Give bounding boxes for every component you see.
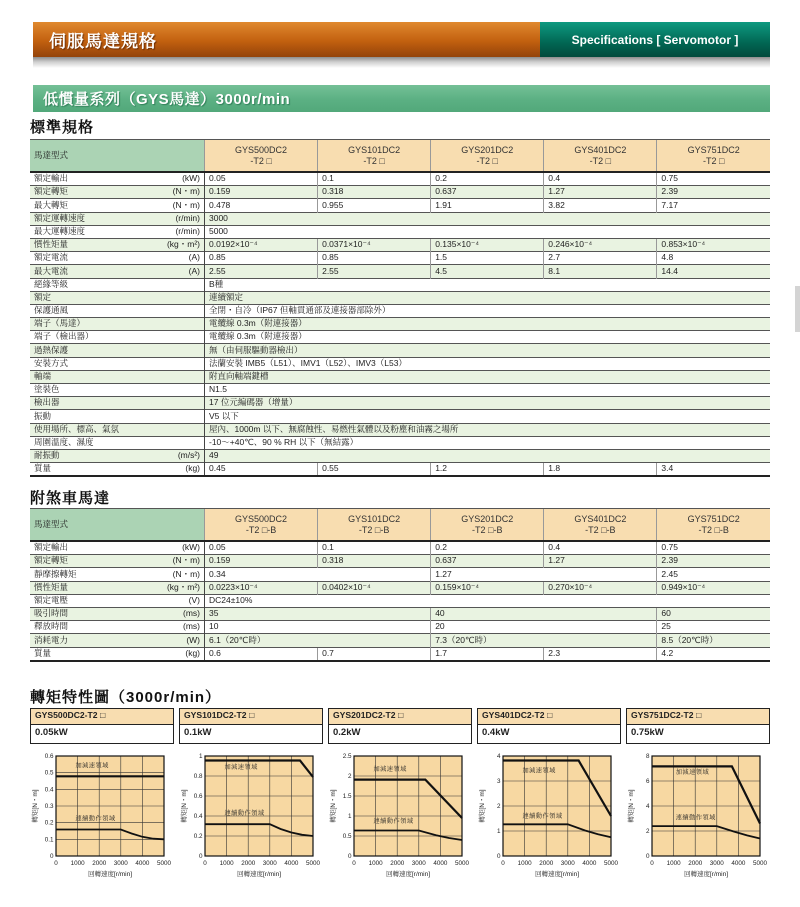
spec-cell: 附直向軸端鍵槽 xyxy=(205,370,771,383)
spec-row-label: 慣性矩量 (kg・m²) xyxy=(30,238,205,251)
spec-row-label: 額定轉矩 (N・m) xyxy=(30,555,205,568)
spec-row-label: 額定運轉速度 (r/min) xyxy=(30,212,205,225)
torque-chart-panel xyxy=(328,708,472,902)
spec-row-label: 額定 xyxy=(30,291,205,304)
spec-row-label: 最大運轉速度 (r/min) xyxy=(30,225,205,238)
spec-cell: 2.39 xyxy=(657,186,770,199)
spec-cell: 0.7 xyxy=(318,647,431,661)
spec-row-label: 慣性矩量 (kg・m²) xyxy=(30,581,205,594)
header-title-zh xyxy=(33,22,540,57)
spec-row xyxy=(30,238,770,251)
spec-cell: 屋內、1000m 以下、無腐蝕性、易燃性氣體以及粉塵和油霧之場所 xyxy=(205,423,771,436)
spec-row xyxy=(30,172,770,186)
torque-chart-row xyxy=(30,708,770,902)
spec-cell: 0.6 xyxy=(205,647,318,661)
x-axis-label: 回轉速度[r/min] xyxy=(236,871,282,878)
svg-text:4000: 4000 xyxy=(731,860,746,867)
svg-text:0: 0 xyxy=(347,853,352,860)
spec-row-label: 檢出器 xyxy=(30,397,205,410)
spec-cell: 0.1 xyxy=(318,541,431,555)
chart-power-label: 0.1kW xyxy=(179,725,323,744)
spec-cell: 0.955 xyxy=(318,199,431,212)
svg-text:0: 0 xyxy=(54,860,58,867)
spec-cell: 無（由伺服驅動器檢出） xyxy=(205,344,771,357)
spec-cell: -10～+40℃、90 % RH 以下（無結露） xyxy=(205,436,771,449)
spec-cell: 0.246×10⁻⁴ xyxy=(544,238,657,251)
series-banner xyxy=(33,85,770,112)
chart-model-header: GYS101DC2-T2 □ xyxy=(179,708,323,725)
spec-row xyxy=(30,199,770,212)
svg-text:0.4: 0.4 xyxy=(193,813,203,820)
spec-row xyxy=(30,541,770,555)
spec-cell: 14.4 xyxy=(657,265,770,278)
spec-cell: 2.3 xyxy=(544,647,657,661)
brake-spec-model-header: GYS101DC2 -T2 □-B xyxy=(318,509,431,542)
spec-cell: 0.159 xyxy=(205,555,318,568)
spec-row xyxy=(30,568,770,581)
spec-cell: 3.82 xyxy=(544,199,657,212)
spec-cell: 1.27 xyxy=(544,555,657,568)
header-title-en xyxy=(540,22,770,57)
svg-text:6: 6 xyxy=(645,778,650,785)
chart-region-label: 加減速領域 xyxy=(75,762,109,770)
spec-row-label: 額定輸出 (kW) xyxy=(30,172,205,186)
chart-power-label: 0.2kW xyxy=(328,725,472,744)
spec-cell: 0.2 xyxy=(431,541,544,555)
series-title: 低慣量系列（GYS馬達）3000r/min xyxy=(43,91,291,108)
spec-cell: 1.7 xyxy=(431,647,544,661)
svg-text:0: 0 xyxy=(49,853,54,860)
spec-row xyxy=(30,423,770,436)
svg-text:2000: 2000 xyxy=(241,860,256,867)
spec-cell: 0.0192×10⁻⁴ xyxy=(205,238,318,251)
spec-cell: 0.159 xyxy=(205,186,318,199)
spec-cell: 1.27 xyxy=(431,568,657,581)
torque-chart xyxy=(626,748,770,902)
svg-text:4000: 4000 xyxy=(284,860,299,867)
spec-cell: 連續額定 xyxy=(205,291,771,304)
spec-row-label: 額定電流 (A) xyxy=(30,252,205,265)
svg-text:5000: 5000 xyxy=(603,860,619,867)
svg-text:0.2: 0.2 xyxy=(44,819,54,827)
spec-row-label: 質量 (kg) xyxy=(30,647,205,661)
spec-row-label: 振動 xyxy=(30,410,205,423)
spec-cell: 0.637 xyxy=(431,186,544,199)
spec-cell: 8.1 xyxy=(544,265,657,278)
svg-text:0: 0 xyxy=(203,860,207,867)
torque-chart-panel xyxy=(30,708,174,902)
torque-chart xyxy=(30,748,174,902)
chart-model-header: GYS401DC2-T2 □ xyxy=(477,708,621,725)
svg-text:3000: 3000 xyxy=(709,860,724,867)
standard-spec-table xyxy=(30,139,770,477)
spec-row xyxy=(30,647,770,661)
chart-model-header: GYS500DC2-T2 □ xyxy=(30,708,174,725)
x-axis-label: 回轉速度[r/min] xyxy=(87,871,133,878)
svg-text:0.8: 0.8 xyxy=(193,773,203,780)
spec-row-label: 塗裝色 xyxy=(30,384,205,397)
spec-cell: 0.318 xyxy=(318,555,431,568)
brake-spec-model-header: GYS401DC2 -T2 □-B xyxy=(544,509,657,542)
svg-text:0: 0 xyxy=(645,853,650,860)
page-title: 伺服馬達規格 xyxy=(49,32,157,51)
spec-row xyxy=(30,357,770,370)
spec-cell: 1.8 xyxy=(544,463,657,477)
spec-cell: 2.7 xyxy=(544,252,657,265)
spec-row-label: 周圍溫度、濕度 xyxy=(30,436,205,449)
spec-cell: N1.5 xyxy=(205,384,771,397)
spec-row xyxy=(30,186,770,199)
svg-text:0: 0 xyxy=(501,860,505,867)
x-axis-label: 回轉速度[r/min] xyxy=(683,871,729,878)
spec-row xyxy=(30,607,770,620)
svg-text:2000: 2000 xyxy=(539,860,554,867)
spec-cell: 0.05 xyxy=(205,541,318,555)
svg-text:5000: 5000 xyxy=(156,860,172,867)
svg-text:1000: 1000 xyxy=(219,860,234,867)
svg-text:1: 1 xyxy=(198,753,203,760)
svg-text:1000: 1000 xyxy=(666,860,681,867)
spec-cell: 1.2 xyxy=(431,463,544,477)
spec-cell: 0.4 xyxy=(544,172,657,186)
spec-row-label: 最大電流 (A) xyxy=(30,265,205,278)
y-axis-label: 轉矩[N・m] xyxy=(32,789,39,823)
spec-cell: 0.85 xyxy=(205,252,318,265)
spec-cell: 0.45 xyxy=(205,463,318,477)
spec-cell: 電纜線 0.3m（附連接器） xyxy=(205,331,771,344)
spec-row xyxy=(30,331,770,344)
spec-row-label: 質量 (kg) xyxy=(30,463,205,477)
chart-region-label: 連續動作領域 xyxy=(522,813,563,820)
svg-text:0: 0 xyxy=(198,853,203,860)
spec-row-label: 端子（檢出器） xyxy=(30,331,205,344)
spec-row xyxy=(30,449,770,462)
torque-chart xyxy=(328,748,472,902)
spec-row-label: 消耗電力 (W) xyxy=(30,634,205,647)
banner-shadow-strip xyxy=(33,57,770,68)
spec-cell: 4.5 xyxy=(431,265,544,278)
spec-row xyxy=(30,555,770,568)
spec-cell: B種 xyxy=(205,278,771,291)
torque-chart-panel xyxy=(477,708,621,902)
spec-cell: 0.34 xyxy=(205,568,431,581)
page-title-english: Specifications [ Servomotor ] xyxy=(571,32,739,47)
standard-spec-heading: 標準規格 xyxy=(30,119,95,136)
spec-cell: 0.135×10⁻⁴ xyxy=(431,238,544,251)
torque-chart-panel xyxy=(179,708,323,902)
svg-text:0.6: 0.6 xyxy=(193,793,203,800)
svg-text:4000: 4000 xyxy=(433,860,448,867)
svg-text:2000: 2000 xyxy=(92,860,107,867)
standard-spec-corner-label: 馬達型式 xyxy=(30,140,205,173)
chart-region-label: 連續動作領域 xyxy=(224,810,265,817)
spec-row xyxy=(30,581,770,594)
spec-row xyxy=(30,463,770,477)
spec-row xyxy=(30,291,770,304)
spec-cell: 5000 xyxy=(205,225,771,238)
standard-spec-model-header: GYS751DC2 -T2 □ xyxy=(657,140,770,173)
spec-row-label: 端子（馬達） xyxy=(30,318,205,331)
y-axis-label: 轉矩[N・m] xyxy=(181,789,188,823)
spec-cell: V5 以下 xyxy=(205,410,771,423)
chart-model-header: GYS751DC2-T2 □ xyxy=(626,708,770,725)
svg-text:8: 8 xyxy=(645,753,650,760)
spec-cell: 0.949×10⁻⁴ xyxy=(657,581,770,594)
spec-row-label: 保護通風 xyxy=(30,304,205,317)
page-header-banner xyxy=(33,22,770,57)
svg-text:5000: 5000 xyxy=(752,860,768,867)
spec-cell: 8.5（20℃時） xyxy=(657,634,770,647)
spec-row-label: 耐振動 (m/s²) xyxy=(30,449,205,462)
spec-cell: 60 xyxy=(657,607,770,620)
spec-cell: 4.2 xyxy=(657,647,770,661)
svg-text:0.6: 0.6 xyxy=(44,753,54,760)
svg-text:1000: 1000 xyxy=(517,860,532,867)
brake-spec xyxy=(30,508,770,662)
brake-spec-corner-label: 馬達型式 xyxy=(30,509,205,542)
spec-row-label: 釋放時間 (ms) xyxy=(30,621,205,634)
svg-text:2: 2 xyxy=(645,828,650,835)
spec-row xyxy=(30,318,770,331)
spec-row-label: 吸引時間 (ms) xyxy=(30,607,205,620)
y-axis-label: 轉矩[N・m] xyxy=(330,789,337,823)
spec-cell: 0.637 xyxy=(431,555,544,568)
svg-text:0.2: 0.2 xyxy=(193,833,203,840)
brake-motor-heading: 附煞車馬達 xyxy=(30,490,111,507)
chart-region-label: 連續動作領域 xyxy=(75,815,116,823)
spec-cell: 0.478 xyxy=(205,199,318,212)
spec-cell: 3000 xyxy=(205,212,771,225)
spec-cell: 10 xyxy=(205,621,431,634)
spec-cell: 0.1 xyxy=(318,172,431,186)
chart-power-label: 0.05kW xyxy=(30,725,174,744)
chart-region-label: 連續動作領域 xyxy=(373,818,414,826)
svg-text:3: 3 xyxy=(496,778,501,785)
svg-text:1000: 1000 xyxy=(368,860,383,867)
spec-cell: 0.0402×10⁻⁴ xyxy=(318,581,431,594)
chart-model-header: GYS201DC2-T2 □ xyxy=(328,708,472,725)
spec-cell: 全閉・自冷（IP67 但軸貫通部及連接器部除外） xyxy=(205,304,771,317)
spec-cell: 40 xyxy=(431,607,657,620)
spec-cell: 0.4 xyxy=(544,541,657,555)
spec-cell: 2.45 xyxy=(657,568,770,581)
spec-row-label: 軸端 xyxy=(30,370,205,383)
svg-text:4: 4 xyxy=(645,803,650,810)
torque-chart xyxy=(477,748,621,902)
spec-row xyxy=(30,397,770,410)
spec-cell: 法蘭安裝 IMB5（L51）、IMV1（L52）、IMV3（L53） xyxy=(205,357,771,370)
spec-cell: 25 xyxy=(657,621,770,634)
standard-spec-model-header: GYS500DC2 -T2 □ xyxy=(205,140,318,173)
spec-row-label: 絕緣等級 xyxy=(30,278,205,291)
spec-cell: 35 xyxy=(205,607,431,620)
svg-text:5000: 5000 xyxy=(454,860,470,867)
spec-row xyxy=(30,212,770,225)
spec-row-label: 安裝方式 xyxy=(30,357,205,370)
spec-row-label: 額定電壓 (V) xyxy=(30,594,205,607)
spec-row xyxy=(30,304,770,317)
svg-text:3000: 3000 xyxy=(113,860,128,867)
spec-cell: 0.75 xyxy=(657,172,770,186)
spec-cell: 0.159×10⁻⁴ xyxy=(431,581,544,594)
spec-cell: 3.4 xyxy=(657,463,770,477)
svg-text:0: 0 xyxy=(650,860,654,867)
chart-region-label: 連續動作領域 xyxy=(675,814,716,822)
y-axis-label: 轉矩[N・m] xyxy=(628,789,635,823)
chart-region-label: 加減速領域 xyxy=(373,766,407,774)
spec-cell: 20 xyxy=(431,621,657,634)
spec-cell: 0.85 xyxy=(318,252,431,265)
spec-cell: 49 xyxy=(205,449,771,462)
page-edge-tab xyxy=(795,286,800,332)
brake-spec-model-header: GYS201DC2 -T2 □-B xyxy=(431,509,544,542)
svg-text:0.5: 0.5 xyxy=(342,833,352,840)
x-axis-label: 回轉速度[r/min] xyxy=(385,871,431,878)
chart-power-label: 0.4kW xyxy=(477,725,621,744)
svg-text:1000: 1000 xyxy=(70,860,85,867)
spec-row xyxy=(30,384,770,397)
svg-text:1.5: 1.5 xyxy=(342,793,352,800)
spec-cell: 7.17 xyxy=(657,199,770,212)
chart-region-label: 加減速領域 xyxy=(522,767,556,775)
spec-cell: 0.75 xyxy=(657,541,770,555)
spec-row-label: 額定輸出 (kW) xyxy=(30,541,205,555)
spec-cell: 0.853×10⁻⁴ xyxy=(657,238,770,251)
spec-cell: 0.05 xyxy=(205,172,318,186)
torque-section-heading: 轉矩特性圖（3000r/min） xyxy=(30,689,222,706)
spec-row xyxy=(30,436,770,449)
spec-row-label: 過熱保護 xyxy=(30,344,205,357)
spec-cell: 0.270×10⁻⁴ xyxy=(544,581,657,594)
spec-row-label: 最大轉矩 (N・m) xyxy=(30,199,205,212)
svg-text:2: 2 xyxy=(496,803,501,810)
spec-row xyxy=(30,370,770,383)
svg-text:2.5: 2.5 xyxy=(342,753,352,760)
spec-cell: 7.3（20℃時） xyxy=(431,634,657,647)
svg-text:0.5: 0.5 xyxy=(44,769,54,777)
svg-text:3000: 3000 xyxy=(560,860,575,867)
spec-row xyxy=(30,252,770,265)
spec-cell: 4.8 xyxy=(657,252,770,265)
spec-cell: 1.27 xyxy=(544,186,657,199)
brake-motor-table xyxy=(30,508,770,662)
spec-cell: 1.91 xyxy=(431,199,544,212)
chart-region-label: 加減速領域 xyxy=(224,764,258,771)
svg-text:4: 4 xyxy=(496,753,501,760)
spec-cell: 0.318 xyxy=(318,186,431,199)
standard-spec-model-header: GYS401DC2 -T2 □ xyxy=(544,140,657,173)
spec-cell: 2.55 xyxy=(205,265,318,278)
spec-row xyxy=(30,410,770,423)
chart-region-label: 加減速領域 xyxy=(675,769,710,777)
svg-text:2000: 2000 xyxy=(688,860,703,867)
svg-text:1: 1 xyxy=(496,828,501,835)
spec-row xyxy=(30,344,770,357)
spec-cell: 17 位元編碼器（增量） xyxy=(205,397,771,410)
spec-row xyxy=(30,225,770,238)
spec-cell: 0.55 xyxy=(318,463,431,477)
svg-text:0.1: 0.1 xyxy=(44,836,54,844)
chart-power-label: 0.75kW xyxy=(626,725,770,744)
spec-cell: 1.5 xyxy=(431,252,544,265)
spec-cell: DC24±10% xyxy=(205,594,771,607)
spec-row xyxy=(30,278,770,291)
spec-cell: 0.2 xyxy=(431,172,544,186)
spec-row-label: 靜摩擦轉矩 (N・m) xyxy=(30,568,205,581)
svg-text:1: 1 xyxy=(347,813,352,820)
svg-text:0: 0 xyxy=(352,860,356,867)
x-axis-label: 回轉速度[r/min] xyxy=(534,871,580,878)
brake-spec-model-header: GYS751DC2 -T2 □-B xyxy=(657,509,770,542)
spec-row xyxy=(30,621,770,634)
spec-cell: 2.39 xyxy=(657,555,770,568)
svg-text:0.3: 0.3 xyxy=(44,803,54,810)
svg-text:4000: 4000 xyxy=(135,860,150,867)
standard-spec-model-header: GYS201DC2 -T2 □ xyxy=(431,140,544,173)
y-axis-label: 轉矩[N・m] xyxy=(479,789,486,823)
spec-row-label: 使用場所、標高、氣氛 xyxy=(30,423,205,436)
standard-spec xyxy=(30,139,770,477)
svg-text:3000: 3000 xyxy=(262,860,277,867)
spec-row xyxy=(30,265,770,278)
svg-text:2000: 2000 xyxy=(390,860,405,867)
svg-text:5000: 5000 xyxy=(305,860,321,867)
brake-spec-model-header: GYS500DC2 -T2 □-B xyxy=(205,509,318,542)
torque-chart-panel xyxy=(626,708,770,902)
spec-cell: 0.0223×10⁻⁴ xyxy=(205,581,318,594)
spec-cell: 0.0371×10⁻⁴ xyxy=(318,238,431,251)
spec-cell: 2.55 xyxy=(318,265,431,278)
svg-text:2: 2 xyxy=(347,773,352,780)
spec-row xyxy=(30,594,770,607)
torque-chart xyxy=(179,748,323,902)
spec-cell: 電纜線 0.3m（附連接器） xyxy=(205,318,771,331)
svg-text:3000: 3000 xyxy=(411,860,426,867)
spec-cell: 6.1（20℃時） xyxy=(205,634,431,647)
svg-text:4000: 4000 xyxy=(582,860,597,867)
standard-spec-model-header: GYS101DC2 -T2 □ xyxy=(318,140,431,173)
spec-row xyxy=(30,634,770,647)
svg-text:0: 0 xyxy=(496,853,501,860)
svg-text:0.4: 0.4 xyxy=(44,786,54,794)
spec-row-label: 額定轉矩 (N・m) xyxy=(30,186,205,199)
